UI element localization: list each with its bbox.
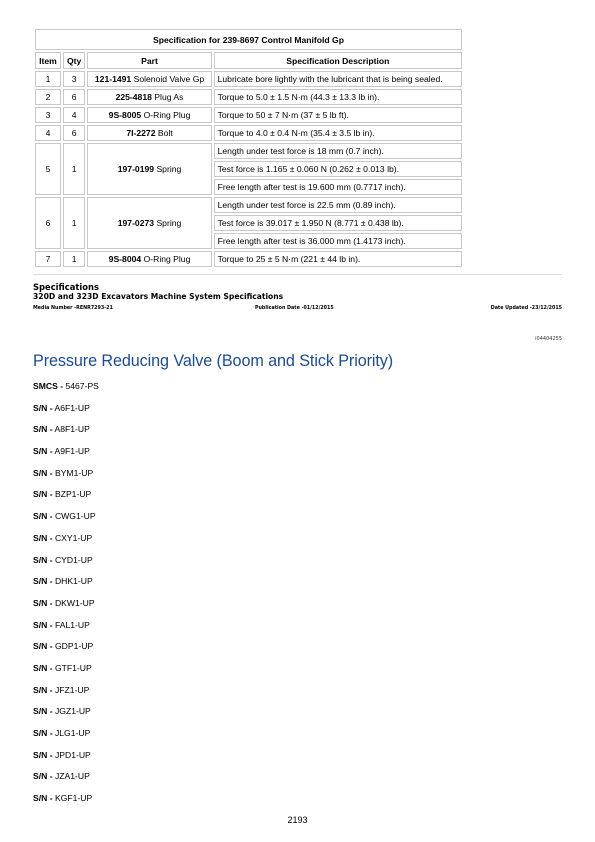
serial-label: S/N - bbox=[33, 446, 53, 457]
serial-label: S/N - bbox=[33, 706, 53, 717]
cell-description: Test force is 39.017 ± 1.950 N (8.771 ± 0.438 lb). bbox=[214, 215, 462, 231]
section-title: Specifications bbox=[33, 282, 99, 292]
part-number: 9S-8005 bbox=[108, 110, 142, 120]
serial-value: JZA1-UP bbox=[54, 771, 90, 782]
table-row bbox=[35, 251, 462, 267]
page-number: 2193 bbox=[287, 815, 308, 825]
serial-value: JLG1-UP bbox=[54, 728, 91, 738]
serial-number-item bbox=[33, 706, 533, 728]
serial-number-item bbox=[33, 771, 533, 793]
cell-qty: 3 bbox=[63, 71, 86, 87]
serial-value: GTF1-UP bbox=[54, 662, 92, 673]
cell-item: 7 bbox=[35, 251, 61, 267]
serial-label: S/N - bbox=[33, 728, 53, 738]
serial-number-item bbox=[33, 468, 533, 490]
serial-label: S/N - bbox=[33, 532, 53, 543]
smcs-code bbox=[33, 381, 533, 403]
serial-label: S/N - bbox=[33, 619, 53, 630]
serial-label: S/N - bbox=[33, 489, 53, 500]
table-title: Specification for 239-8697 Control Manifold Gp bbox=[35, 29, 462, 50]
part-number: 197-0273 bbox=[117, 218, 155, 228]
serial-number-item bbox=[33, 533, 533, 555]
serial-value: KGF1-UP bbox=[54, 793, 93, 804]
part-number: 197-0199 bbox=[117, 164, 155, 174]
table-row bbox=[35, 143, 462, 159]
cell-description: Torque to 5.0 ± 1.5 N·m (44.3 ± 13.3 lb in). bbox=[214, 89, 462, 105]
serial-value: CWG1-UP bbox=[54, 511, 96, 522]
cell-item: 1 bbox=[35, 71, 61, 87]
part-name: Solenoid Valve Gp bbox=[133, 74, 205, 84]
part-name: O-Ring Plug bbox=[143, 110, 191, 120]
serial-value: A9F1-UP bbox=[54, 446, 90, 457]
cell-item: 4 bbox=[35, 125, 61, 141]
serial-value: FAL1-UP bbox=[54, 619, 90, 630]
serial-number-item bbox=[33, 663, 533, 685]
serial-label: S/N - bbox=[33, 641, 53, 652]
header-part: Part bbox=[87, 52, 211, 69]
serial-value: BZP1-UP bbox=[54, 489, 92, 500]
part-name: Plug As bbox=[154, 92, 184, 102]
section-divider bbox=[33, 274, 562, 275]
cell-qty: 1 bbox=[63, 197, 86, 249]
publication-date: Publication Date -01/12/2015 bbox=[255, 306, 334, 311]
serial-label: S/N - bbox=[33, 597, 53, 608]
cell-qty: 6 bbox=[63, 89, 86, 105]
cell-part bbox=[87, 251, 211, 267]
serial-value: CYD1-UP bbox=[54, 554, 93, 565]
serial-label: S/N - bbox=[33, 684, 53, 695]
date-updated: Date Updated -23/12/2015 bbox=[490, 306, 562, 311]
cell-part bbox=[87, 143, 211, 195]
serial-label: SMCS - bbox=[33, 381, 64, 391]
part-number: 7I-2272 bbox=[126, 128, 156, 138]
cell-part bbox=[87, 71, 211, 87]
cell-item: 5 bbox=[35, 143, 61, 195]
serial-number-list bbox=[33, 381, 533, 815]
media-number: Media Number -RENR7293-21 bbox=[33, 306, 113, 311]
cell-description: Torque to 4.0 ± 0.4 N·m (35.4 ± 3.5 lb in). bbox=[214, 125, 462, 141]
serial-value: A6F1-UP bbox=[54, 402, 90, 413]
serial-value: BYM1-UP bbox=[54, 467, 94, 478]
serial-value: JGZ1-UP bbox=[54, 706, 91, 717]
serial-number-item bbox=[33, 489, 533, 511]
serial-value: DHK1-UP bbox=[54, 576, 93, 587]
serial-number-item bbox=[33, 555, 533, 577]
serial-label: S/N - bbox=[33, 554, 53, 565]
serial-value: CXY1-UP bbox=[54, 532, 93, 543]
part-number: 225-4818 bbox=[115, 92, 152, 102]
part-name: O-Ring Plug bbox=[143, 254, 191, 264]
table-row bbox=[35, 89, 462, 105]
cell-description: Free length after test is 19.600 mm (0.7717 inch). bbox=[214, 179, 462, 195]
serial-label: S/N - bbox=[33, 402, 53, 413]
serial-number-item bbox=[33, 728, 533, 750]
table-title-row bbox=[35, 29, 462, 50]
serial-number-item bbox=[33, 403, 533, 425]
cell-item: 3 bbox=[35, 107, 61, 123]
part-number: 121-1491 bbox=[94, 74, 132, 84]
header-qty: Qty bbox=[63, 52, 86, 69]
table-row bbox=[35, 71, 462, 87]
serial-label: S/N - bbox=[33, 511, 53, 522]
serial-label: S/N - bbox=[33, 424, 53, 435]
part-name: Spring bbox=[156, 218, 182, 228]
serial-value: JPD1-UP bbox=[54, 749, 91, 760]
cell-description: Test force is 1.165 ± 0.060 N (0.262 ± 0.013 lb). bbox=[214, 161, 462, 177]
serial-number-item bbox=[33, 511, 533, 533]
table-row bbox=[35, 125, 462, 141]
cell-part bbox=[87, 125, 211, 141]
serial-number-item bbox=[33, 424, 533, 446]
cell-description: Torque to 50 ± 7 N·m (37 ± 5 lb ft). bbox=[214, 107, 462, 123]
serial-label: S/N - bbox=[33, 749, 53, 760]
cell-description: Length under test force is 18 mm (0.7 inch). bbox=[214, 143, 462, 159]
serial-value: 5467-PS bbox=[65, 381, 99, 391]
serial-number-item bbox=[33, 576, 533, 598]
serial-label: S/N - bbox=[33, 576, 53, 587]
serial-value: GDP1-UP bbox=[54, 641, 94, 652]
table-header-row bbox=[35, 52, 462, 69]
serial-label: S/N - bbox=[33, 662, 53, 673]
serial-label: S/N - bbox=[33, 771, 53, 782]
part-name: Spring bbox=[156, 164, 182, 174]
cell-item: 2 bbox=[35, 89, 61, 105]
section-subtitle: 320D and 323D Excavators Machine System Specifications bbox=[33, 292, 284, 301]
cell-qty: 6 bbox=[63, 125, 86, 141]
serial-number-item bbox=[33, 750, 533, 772]
serial-value: DKW1-UP bbox=[54, 597, 95, 608]
cell-part bbox=[87, 89, 211, 105]
cell-description: Lubricate bore lightly with the lubricant that is being sealed. bbox=[214, 71, 462, 87]
header-description: Specification Description bbox=[214, 52, 462, 69]
part-number: 9S-8004 bbox=[108, 254, 142, 264]
cell-item: 6 bbox=[35, 197, 61, 249]
serial-value: A8F1-UP bbox=[54, 424, 90, 435]
cell-qty: 1 bbox=[63, 251, 86, 267]
specification-table bbox=[33, 27, 464, 269]
document-id: i04404255 bbox=[535, 336, 562, 342]
serial-number-item bbox=[33, 641, 533, 663]
serial-number-item bbox=[33, 446, 533, 468]
cell-description: Length under test force is 22.5 mm (0.89 inch). bbox=[214, 197, 462, 213]
serial-number-item bbox=[33, 598, 533, 620]
cell-description: Torque to 25 ± 5 N·m (221 ± 44 lb in). bbox=[214, 251, 462, 267]
serial-number-item bbox=[33, 620, 533, 642]
serial-number-item bbox=[33, 685, 533, 707]
serial-value: JFZ1-UP bbox=[54, 684, 90, 695]
table-row bbox=[35, 197, 462, 213]
serial-label: S/N - bbox=[33, 467, 53, 478]
page-title: Pressure Reducing Valve (Boom and Stick Priority) bbox=[33, 352, 394, 370]
cell-part bbox=[87, 107, 211, 123]
table-row bbox=[35, 107, 462, 123]
cell-part bbox=[87, 197, 211, 249]
cell-description: Free length after test is 36.000 mm (1.4173 inch). bbox=[214, 233, 462, 249]
serial-number-item bbox=[33, 793, 533, 815]
cell-qty: 4 bbox=[63, 107, 86, 123]
header-item: Item bbox=[35, 52, 61, 69]
part-name: Bolt bbox=[157, 128, 173, 138]
cell-qty: 1 bbox=[63, 143, 86, 195]
serial-label: S/N - bbox=[33, 793, 53, 804]
